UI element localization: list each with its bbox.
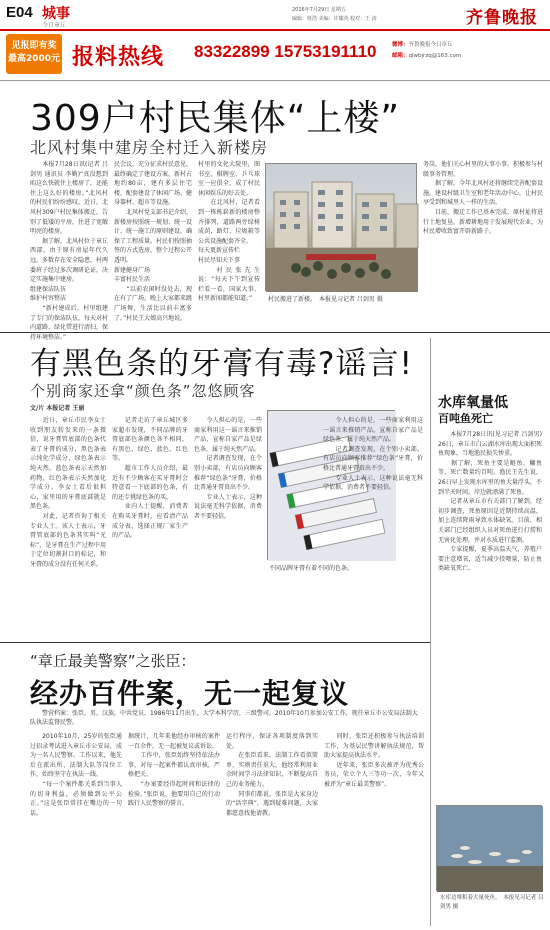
section-divider-2 bbox=[0, 642, 430, 643]
ad-rule bbox=[0, 80, 550, 81]
story4-column-3: 运行程序，保证各项制度落到实处。 在张臣看来，法制工作看似简单，实则责任重大。他经常利用业余时间学习法律知识，不断提高自己的业务能力。 同事们都说，张臣是大家身边的“活字典”，遇到疑难问题，大家都愿意找他请教。 bbox=[226, 733, 318, 817]
story3-kicker: 水库氧量低 bbox=[438, 395, 508, 411]
story2-subhead: 个别商家还拿“颜色条”忽悠顾客 bbox=[30, 382, 256, 400]
story2-column-1: 近日，章丘市民李女士收到朋友转发来的一条微信，说牙膏管底部的色条代表了牙膏的成分，黑色条表示纯化学成分，绿色条表示纯天然，蓝色条表示天然加药物，红色条表示天然加化学成分。李女士看后很担心，家里用的牙膏底部就是黑色条。 对此，记者咨询了相关专业人士。该人士表示，牙膏管底部的色条其实叫“光标”，是牙膏在生产过程中用于定位切割封口的标记，和牙膏的成分没有任何关系。 bbox=[30, 417, 106, 568]
story1-headline: 309户村民集体“上楼” bbox=[30, 98, 401, 139]
story4-column-4: 同时，张臣还积极参与执法培训工作，为基层民警讲解执法规范，帮助大家提高执法水平。 近年来，张臣多次被评为优秀公务员，荣立个人三等功一次，今年又被评为“章丘最美警察”。 bbox=[324, 733, 424, 788]
story2-headline: 有黑色条的牙膏有毒?谣言! bbox=[30, 346, 413, 382]
section-divider-1 bbox=[0, 332, 550, 333]
story4-column-2: 据统计，几年来他经办审核的案件一百余件，无一起被复议或诉讼。 工作中，张臣始终坚持依法办事，对每一起案件都认真审核，严格把关。 “办案要经得起时间和法律的检验。”张臣说，他要用自己的行动践行人民警察的誓言。 bbox=[128, 733, 220, 808]
email-contact: 邮箱：qlwbjrzq@163.com bbox=[392, 53, 462, 59]
story3-headline: 百吨鱼死亡 bbox=[438, 412, 493, 425]
story1-column-1: 本报7月28日讯(记者 吕剑男 通讯员 李勤)“真没想到咱这么快就住上楼房了，还能住上这么好的楼房。”北风村的村民们纷纷感叹。近日，北风村309户村民集体搬迁，告别了低矮的平房，住进了宽敞明亮的楼房。 据了解，北风村位于章丘西部，由于原有房屋年代久远，多数存在安全隐患，村两委班子经过多次调研论证，决定实施集中建房。 组建保洁队伍 维护村容整洁 “新村建成后，村里组建了专门的保洁队伍，每天对村内道路、绿化带进行清扫，保持环境整洁。” bbox=[30, 161, 109, 341]
newspaper-logo: 齐鲁晚报 bbox=[466, 8, 538, 28]
story2-column-3: 令人担心的是，一些商家利用这一谣言来推销产品，宣称自家产品是绿色条，属于纯天然产品。 记者调查发现，在个别小卖部，有店员向顾客推荐“绿色条”牙膏，价格比普通牙膏贵出不少。 专业人士表示，这种说法毫无科学依据，消费者不要轻信。 bbox=[194, 417, 262, 520]
section-title: 城事 bbox=[42, 6, 70, 22]
page-number: E04 bbox=[6, 4, 33, 21]
story4-kicker: “章丘最美警察”之张臣： bbox=[30, 652, 196, 670]
dead-fish-photo bbox=[436, 805, 542, 891]
story4-column-1: 2010年10月，25岁的张臣通过招录考试进入章丘市公安局，成为一名人民警察。工作以来，他先后在派出所、法制大队等岗位工作，始终坚守在执法一线。 “每一个案件都关系到当事人的切身利益，必须做到公平公正。”这是张臣常挂在嘴边的一句话。 bbox=[30, 733, 122, 817]
weibo-contact: 微博：齐鲁晚报今日章丘 bbox=[392, 42, 453, 48]
story2-byline: 文/片 本报记者 王丽 bbox=[30, 405, 85, 412]
hotline-title: 报料热线 bbox=[72, 45, 165, 70]
story4-headline: 经办百件案，无一起复议 bbox=[30, 677, 350, 710]
village-photo bbox=[265, 163, 417, 291]
reward-badge bbox=[6, 34, 62, 74]
toothpaste-photo-caption: 不同品牌牙膏有着不同的色条。 bbox=[269, 565, 354, 572]
header-rule bbox=[0, 29, 550, 31]
column-divider bbox=[430, 338, 431, 926]
story3-body: 本报7月28日讯(见习记者 吕剑男) 26日，章丘市白云湖水库出现大面积死鱼现象，当地渔民损失惨重。 据了解，死鱼主要是鲢鱼、鳙鱼等，死亡数量约百吨。渔民王先生说，26日早上发现水库里的鱼大量浮头，不到半天时间，岸边就漂满了死鱼。 记者从章丘市有关部门了解到，经初步调查，死鱼原因是近期持续高温，加上连续降雨导致水体缺氧。目前，相关部门已经组织人员对死鱼进行打捞和无害化处理，并对水质进行监测。 专家提醒，夏季高温天气，养殖户要注意增氧，适当减少投喂量，防止鱼类缺氧死亡。 bbox=[438, 431, 542, 573]
issue-date: 2016年7月29日 星期五 bbox=[292, 7, 346, 13]
header-meta bbox=[292, 6, 442, 24]
reward-line-1: 见报即有奖 bbox=[11, 41, 57, 51]
story2-column-4: 令人担心的是，一些商家利用这一谣言来推销产品，宣称自家产品是绿色条，属于纯天然产品。 记者调查发现，在个别小卖部，有店员向顾客推荐“绿色条”牙膏，价格比普通牙膏贵出不少。 专业人士表示，这种说法毫无科学依据，消费者不要轻信。 bbox=[323, 417, 423, 492]
story1-column-2: 民会议，充分征求村民意见，最终确定了建设方案。新村占地约80亩，建有多层住宅楼，配套建设了休闲广场、健身器材、超市等设施。 北风村党支部书记介绍，新楼房按照统一规划、统一设计、统一施工的原则建设，确保了工程质量。村民们按照抽签的方式选房，整个过程公开透明。 新建健身广场 丰富村民生活 “以前农闲时没处去，现在有了广场，晚上大家都来跳广场舞，生活比以前丰富多了。”村民王大娘高兴地说。 bbox=[114, 161, 193, 322]
story4-intro: 警营档案：张臣，男，汉族，中共党员，1986年11月出生，大学本科学历，三级警司。2010年10月参加公安工作，现任章丘市公安局法制大队执法监督民警。 bbox=[30, 710, 418, 726]
village-buildings-image bbox=[266, 164, 418, 292]
story1-column-4: 务岗，他们关心村里的大事小事，积极参与村级事务管理。 据了解，今年北风村还将继续完善配套设施，建设村级卫生室和老年活动中心，让村民享受到和城里人一样的生活。 目前，搬迁工作已基本完成，原村址将进行土地复垦，新增耕地用于发展现代农业，为村民增收致富开辟新路子。 bbox=[423, 161, 544, 236]
section-subtitle: 今日章丘 bbox=[42, 22, 67, 29]
hotline-phones: 83322899 15753191110 bbox=[194, 42, 377, 61]
story1-subhead: 北风村集中建房全村迁入新楼房 bbox=[30, 138, 269, 157]
hotline-contacts bbox=[392, 40, 461, 62]
story2-column-2: 记者走访了章丘城区多家超市发现，不同品牌的牙膏底部色条颜色各不相同，有黑色、绿色、蓝色、红色等。 超市工作人员介绍，最近有不少顾客在买牙膏时会特意看一下底部的色条，有的还专挑绿色条的买。 业内人士提醒，消费者在购买牙膏时，应看清产品成分表，选择正规厂家生产的产品。 bbox=[112, 417, 188, 540]
dead-fish-photo-caption: 水库边堆积着大量死鱼。 本报见习记者 吕剑男 摄 bbox=[440, 895, 544, 910]
reward-line-2: 最高2000元 bbox=[7, 54, 61, 64]
reservoir-image bbox=[437, 806, 543, 892]
story1-column-3: 村里的文化大院里，图书室、棋牌室、乒乓球室一应俱全，成了村民休闲娱乐的好去处。 在北风村，记者看到一栋栋崭新的楼房整齐排列，道路两旁绿树成荫，路灯、垃圾箱等公共设施配套齐全。 每天更新宣传栏 村民尽知天下事 村民张先生说：“每天下午到宣传栏看一看，国家大事、村里新闻都能知道。” bbox=[198, 161, 260, 303]
staff-credits: 编辑：班浩 美编：许耀英 校对：王 涛 bbox=[292, 16, 377, 22]
village-photo-caption: 村民搬进了新楼。 本报见习记者 吕剑男 摄 bbox=[268, 296, 383, 303]
